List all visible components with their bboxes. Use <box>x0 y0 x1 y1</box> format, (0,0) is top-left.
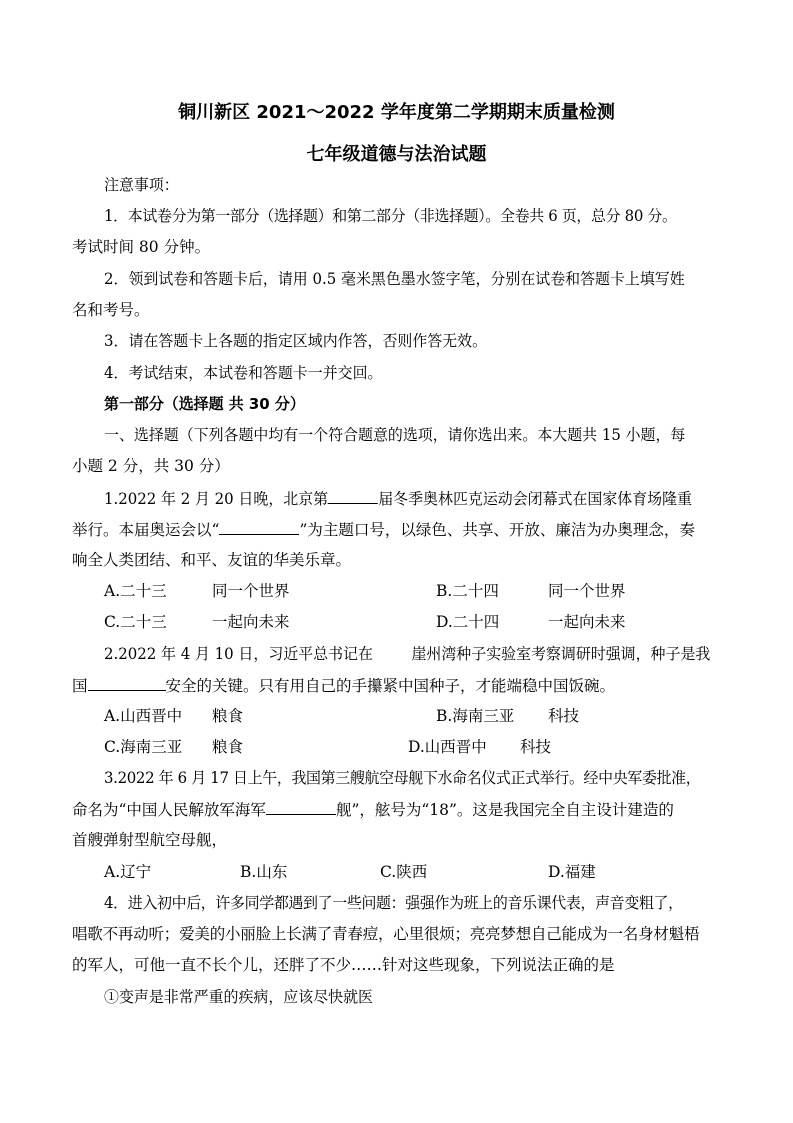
q2-option-c: C.海南三亚 <box>104 738 183 756</box>
q2-text-b: 崖州湾种子实验室考察调研时强调，种子是我 <box>411 645 711 663</box>
q2-option-c-text: 粮食 <box>212 738 244 756</box>
q1-text-d: ”为主题口号，以绿色、共享、开放、廉洁为办奥理念，奏 <box>299 521 695 539</box>
q1-text-c: 举行。本届奥运会以“ <box>72 521 220 539</box>
part1-heading: 第一部分（选择题 共 30 分） <box>104 395 305 413</box>
q1-text-b: 届冬季奥林匹克运动会闭幕式在国家体育场隆重 <box>378 490 693 508</box>
exam-title: 铜川新区 2021～2022 学年度第二学期期末质量检测 <box>178 102 615 123</box>
question-3-line-2 <box>72 798 732 821</box>
q2-option-b: B.海南三亚 <box>436 707 515 725</box>
question-1-line-2 <box>72 518 732 541</box>
q4-statement-1: ①变声是非常严重的疾病，应该尽快就医 <box>104 988 373 1006</box>
q3-text-a: 命名为“中国人民解放军海军 <box>72 801 266 819</box>
q2-option-a: A.山西晋中 <box>104 707 183 725</box>
question-2-line-1 <box>104 643 740 665</box>
q2-text-a: 2.2022 年 4 月 10 日，习近平总书记在 <box>104 645 373 663</box>
notice-item-4: 4．考试结束，本试卷和答题卡一并交回。 <box>104 364 383 382</box>
question-1-line-3: 响全人类团结、和平、友谊的华美乐章。 <box>72 551 352 569</box>
q2-text-c: 国 <box>72 677 88 695</box>
q2-option-a-text: 粮食 <box>212 707 244 725</box>
notice-item-1-cont: 考试时间 80 分钟。 <box>72 238 211 256</box>
question-4-line-1: 4．进入初中后，许多同学都遇到了一些问题：强强作为班上的音乐课代表，声音变粗了， <box>104 894 683 912</box>
q1-text-a: 1.2022 年 2 月 20 日晚，北京第 <box>104 490 329 508</box>
question-3-line-1: 3.2022 年 6 月 17 日上午，我国第三艘航空母舰下水命名仪式正式举行。经中央军委批准， <box>104 769 701 787</box>
q1-option-d-text: 一起向未来 <box>548 613 626 631</box>
notice-item-2-cont: 名和考号。 <box>72 301 150 319</box>
q3-text-b: 舰”，舷号为“18”。这是我国完全自主设计建造的 <box>335 801 674 819</box>
question-2-line-2 <box>72 674 732 697</box>
q1-option-d: D.二十四 <box>436 613 500 631</box>
q3-option-d: D.福建 <box>548 863 596 881</box>
answer-blank <box>328 487 378 504</box>
notice-item-2: 2．领到试卷和答题卡后，请用 0.5 毫米黑色墨水签字笔，分别在试卷和答题卡上填写姓 <box>104 270 685 288</box>
question-4-line-2: 唱歌不再动听；爱美的小丽脸上长满了青春痘，心里很烦；亮亮梦想自己能成为一名身材魁梧 <box>72 925 700 943</box>
notice-item-1: 1．本试卷分为第一部分（选择题）和第二部分（非选择题）。全卷共 6 页，总分 80 分。 <box>104 207 677 225</box>
question-4-line-3: 的军人，可他一直不长个儿，还胖了不少……针对这些现象，下列说法正确的是 <box>72 956 615 974</box>
q1-option-a-text: 同一个世界 <box>212 582 290 600</box>
q1-option-b-text: 同一个世界 <box>548 582 626 600</box>
q3-option-b: B.山东 <box>240 863 288 881</box>
q1-option-a: A.二十三 <box>104 582 167 600</box>
section-instructions: 一、选择题（下列各题中均有一个符合题意的选项，请你选出来。本大题共 15 小题，每 <box>104 426 686 444</box>
q3-option-c: C.陕西 <box>380 863 428 881</box>
answer-blank <box>266 798 336 815</box>
q2-option-d-text: 科技 <box>520 738 552 756</box>
q1-option-c-text: 一起向未来 <box>212 613 290 631</box>
q3-option-a: A.辽宁 <box>104 863 152 881</box>
notice-heading: 注意事项： <box>104 176 179 194</box>
q1-option-c: C.二十三 <box>104 613 167 631</box>
answer-blank <box>219 518 299 535</box>
q1-option-b: B.二十四 <box>436 582 499 600</box>
question-1-line-1 <box>104 487 740 510</box>
q2-option-d: D.山西晋中 <box>408 738 487 756</box>
q2-option-b-text: 科技 <box>548 707 580 725</box>
section-instructions-cont: 小题 2 分，共 30 分） <box>72 457 230 475</box>
question-3-line-3: 首艘弹射型航空母舰， <box>72 831 228 849</box>
notice-item-3: 3．请在答题卡上各题的指定区域内作答，否则作答无效。 <box>104 332 488 350</box>
exam-subtitle: 七年级道德与法治试题 <box>306 144 487 165</box>
q2-text-d: 安全的关键。只有用自己的手攥紧中国种子，才能端稳中国饭碗。 <box>165 677 616 695</box>
answer-blank <box>88 674 166 691</box>
